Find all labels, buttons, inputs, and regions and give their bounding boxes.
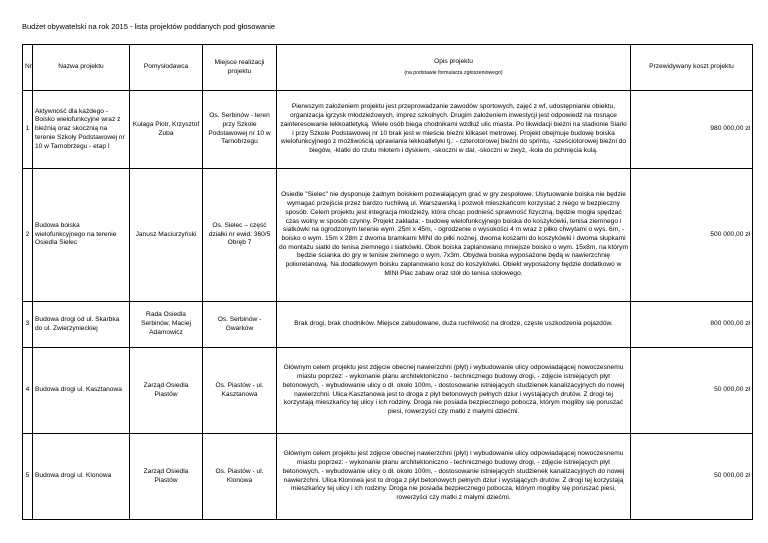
row-name: Budowa boiska wielofunkcyjnego na terenie Osiedla Sielec	[33, 169, 130, 302]
table-row	[23, 91, 753, 169]
table-row	[23, 169, 753, 302]
row-author: Zarząd Osiedla Piastów	[130, 434, 203, 520]
row-name: Budowa drogi ul. Kasztanowa	[33, 348, 130, 434]
header-nr: Nr	[23, 45, 33, 91]
row-cost: 50 000,00 zł	[631, 434, 753, 520]
row-desc: Osiedle "Sielec" nie dysponuje żadnym boiskiem pozwalającym grać w gry zespołowe. Usytuowanie boiska nie będzie wymagać przejścia przez bardzo ruchliwą ul. Warszawską i pozwoli mieszkańcom korzystać z niego w bezpieczny sposób. Celem projektu jest integracja młodzieży, która chcąc podnieść sprawność fizyczną, będzie mogła spędzać czas wolny w sposób czynny. Projekt zakłada: - budowę wielofunkcyjnego boiska do koszykówki, tenisa ziemnego i siatkówki na ogrodzonym terenie wym. 25m x 45m, - ogrodzenie o wysokości 4 m wraz z piłko chwytami o wys. 6m, - boisko o wym. 15m x 28m z dwoma bramkami MINI do piłki nożnej, dwoma koszami do koszykówki i dwoma słupkami do montażu siatki do tenisa ziemnego i siatkówki. Obok boiska zaplanowano mniejsze boisko o wym. 15x8m, na którym będzie ścianka do gry w tenisie ziemnego o wym. 7x3m. Obydwa boiska wyposażone będą w nawierzchnię poliuretanową. Na dodatkowym boisku zaplanowano kosz do koszykówki. Obiekt wyposażony będzie dodatkowo w MINI Plac zabaw oraz stół do tenisa stołowego.	[277, 169, 631, 302]
document-title: Budżet obywatelski na rok 2015 - lista projektów poddanych pod głosowanie	[22, 22, 276, 31]
row-desc: Pierwszym założeniem projektu jest przeprowadzanie zawodów sportowych, zajęć z wf, udostępnianie obiektu, organizacja igrzysk młodzieżowych, imprez szkolnych. Drugim założeniem inwestycji jest odpowiedź na rosnące zainteresowanie lekkoatletyką. Wiele osób biega chodnikami wzdłuż ulic miasta. Po likwidacji bieżni na stadionie Siarki i przy Szkole Podstawowej nr 10 brak jest w mieście bieżni kilkaset metrowej. Projekt obejmuje budowę boiska wielofunkcyjnego z możliwością uprawiania lekkoatletyki tj.: - czterotorowej bieżni do sprintu, -sześciotorowej bieżni do biegów, -klatki do rzutu młotem i dyskiem, -skoczni w dal, -skoczni w zwyż, -koła do pchnięcia kulą.	[277, 91, 631, 169]
row-author: Rada Osiedla Serbinów, Maciej Adamowicz	[130, 302, 203, 348]
row-author: Zarząd Osiedla Piastów	[130, 348, 203, 434]
row-cost: 500 000,00 zł	[631, 169, 753, 302]
row-nr: 3	[23, 302, 33, 348]
row-place: Os. Serbinów - teren przy Szkole Podstawowej nr 10 w Tarnobrzegu	[203, 91, 277, 169]
header-cost: Przewidywany koszt projektu	[631, 45, 753, 91]
row-desc: Głównym celem projektu jest zdjęcie obecnej nawierzchni (płyt) i wybudowanie ulicy odpowiadającej nowoczesnemu miastu poprzez: - wykonanie planu architektoniczno - technicznego budowy drogi, - zdjęcie istniejących płyt betonowych, - wybudowanie ulicy o dł. około 100m, - dostosowanie istniejących studzienek kanalizacyjnych do nowej nawierzchni. Ulica Klonowa jest to droga z płyt betonowych pełnych dziur i wystających drutów. Z drogi tej korzystają mieszkańcy tej ulicy i ich rodziny. Droga nie posiada bezpiecznego pobocza, którym mogliby się poruszać piesi, rowerzyści czy matki z małymi dziećmi.	[277, 434, 631, 520]
header-row	[23, 45, 753, 91]
row-name: Budowa drogi ul. Klonowa	[33, 434, 130, 520]
row-nr: 1	[23, 91, 33, 169]
header-name: Nazwa projektu	[33, 45, 130, 91]
row-place: Os. Piastów - ul. Klonowa	[203, 434, 277, 520]
header-desc	[277, 45, 631, 91]
row-desc: Brak drogi, brak chodników. Miejsce zabudowane, duża ruchliwość na drodze, częste uszkodzenia pojazdów.	[277, 302, 631, 348]
header-author: Pomysłodawca	[130, 45, 203, 91]
projects-table	[22, 44, 753, 520]
row-place: Os. Piastów - ul. Kasztanowa	[203, 348, 277, 434]
row-cost: 800 000,00 zł	[631, 302, 753, 348]
row-author: Janusz Maciurzyński	[130, 169, 203, 302]
table-row	[23, 348, 753, 434]
row-place: Os. Serbinów - Gwarków	[203, 302, 277, 348]
row-nr: 2	[23, 169, 33, 302]
row-cost: 50 000,00 zł	[631, 348, 753, 434]
row-desc: Głównym celem projektu jest zdjęcie obecnej nawierzchni (płyt) i wybudowanie ulicy odpowiadającej nowoczesnemu miastu poprzez: - wykonanie planu architektoniczno - technicznego budowy drogi, - zdjęcie istniejących płyt betonowych, - wybudowanie ulicy o dł. około 100m, - dostosowanie istniejących studzienek kanalizacyjnych do nowej nawierzchni. Ulica Kasztanowa jest to droga z płyt betonowych pełnych dziur i wystających drutów. Z drogi tej korzystają mieszkańcy tej ulicy i ich rodziny. Droga nie posiada bezpiecznego pobocza, którym mogliby się poruszać piesi, rowerzyści czy matki z małymi dziećmi.	[277, 348, 631, 434]
table-row	[23, 302, 753, 348]
header-desc-note: (na podstawie formularza zgłoszeniowego)	[404, 69, 503, 76]
row-name: Budowa drogi od ul. Skarbka do ul. Zwierzynieckiej	[33, 302, 130, 348]
header-desc-label: Opis projektu	[434, 58, 473, 66]
row-cost: 980 000,00 zł	[631, 91, 753, 169]
row-place: Os. Sielec – część działki nr ewid. 360/5 Obręb 7	[203, 169, 277, 302]
row-name: Aktywność dla każdego - Boisko wielofunkcyjne wraz z bieżnią oraz skocznią na terenie Szkoły Podstawowej nr 10 w Tarnobrzegu - etap I	[33, 91, 130, 169]
row-author: Kułaga Piotr, Krzysztof Zuba	[130, 91, 203, 169]
table-row	[23, 434, 753, 520]
row-nr: 4	[23, 348, 33, 434]
header-place: Miejsce realizacji projektu	[203, 45, 277, 91]
row-nr: 5	[23, 434, 33, 520]
